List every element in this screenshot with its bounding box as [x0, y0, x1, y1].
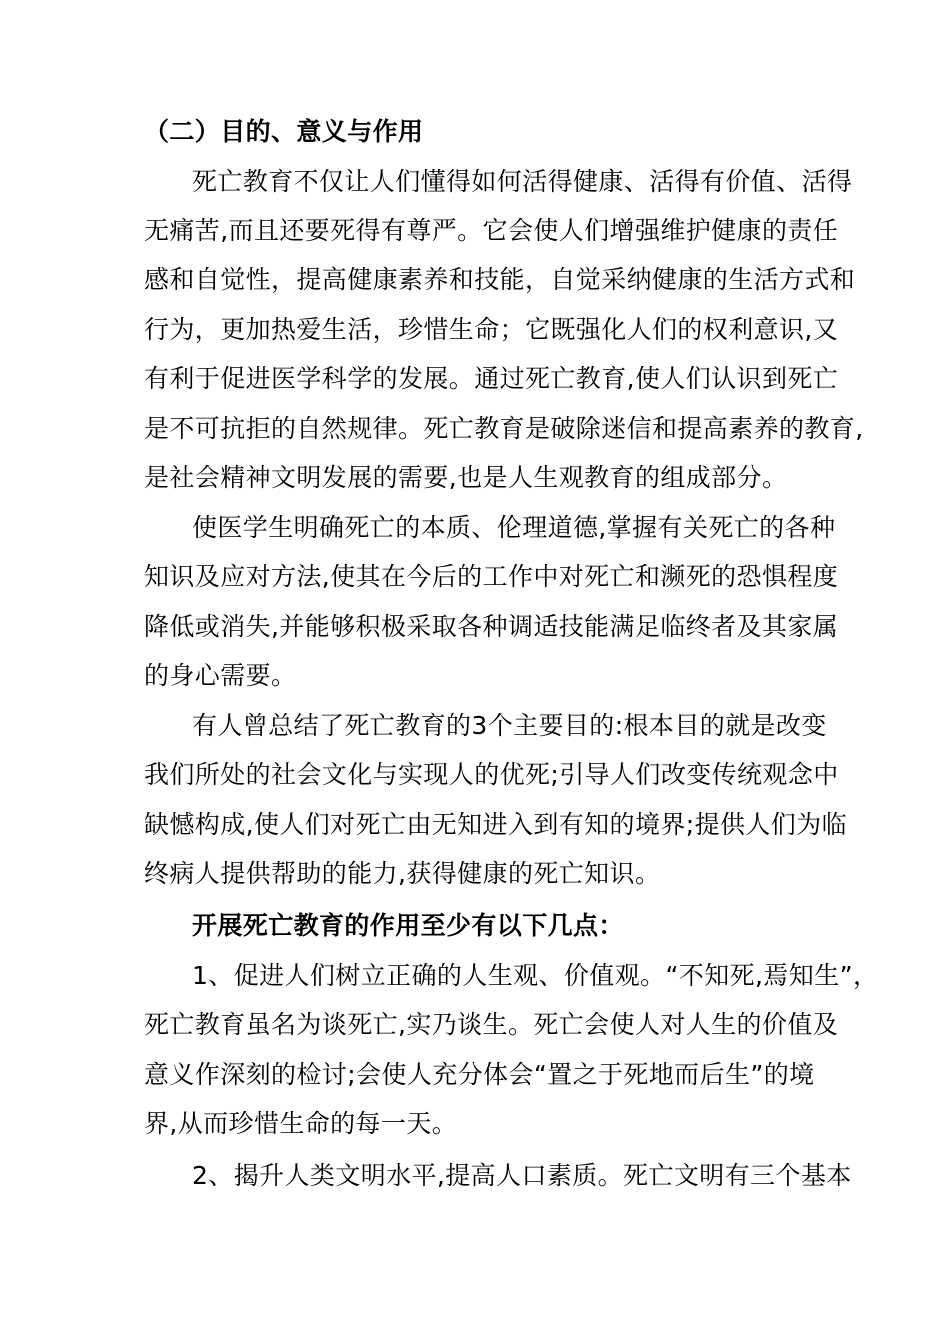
- paragraph-line: 意义作深刻的检讨;会使人充分体会“置之于死地而后生”的境: [144, 1060, 815, 1089]
- paragraph-line: 2、揭升人类文明水平,提高人口素质。死亡文明有三个基本: [192, 1161, 852, 1190]
- paragraph-line: 1、促进人们树立正确的人生观、价值观。“不知死,焉知生”，: [192, 961, 879, 990]
- paragraph-line: 有人曾总结了死亡教育的3个主要目的:根本目的就是改变: [192, 711, 827, 740]
- paragraph-line: 界,从而珍惜生命的每一天。: [144, 1109, 458, 1138]
- paragraph-line: 降低或消失,并能够积极采取各种调适技能满足临终者及其家属: [144, 612, 839, 641]
- paragraph-line: 的身心需要。: [144, 661, 297, 690]
- paragraph-line: 感和自觉性，提高健康素养和技能，自觉采纳健康的生活方式和: [144, 265, 856, 294]
- paragraph-line: 缺憾构成,使人们对死亡由无知进入到有知的境界;提供人们为临: [144, 810, 847, 839]
- paragraph-line: 终病人提供帮助的能力,获得健康的死亡知识。: [144, 859, 661, 888]
- paragraph-line: 行为，更加热爱生活，珍惜生命；它既强化人们的权利意识,又: [144, 315, 839, 344]
- paragraph-line: 是社会精神文明发展的需要,也是人生观教育的组成部分。: [144, 463, 788, 492]
- subheading-line: 开展死亡教育的作用至少有以下几点：: [192, 911, 624, 940]
- paragraph-line: 我们所处的社会文化与实现人的优死;引导人们改变传统观念中: [144, 760, 839, 789]
- paragraph-line: 知识及应对方法,使其在今后的工作中对死亡和濒死的恐惧程度: [144, 562, 839, 591]
- paragraph-line: 使医学生明确死亡的本质、伦理道德,掌握有关死亡的各种: [192, 513, 836, 542]
- paragraph-line: 有利于促进医学科学的发展。通过死亡教育,使人们认识到死亡: [144, 364, 839, 393]
- paragraph-line: 无痛苦,而且还要死得有尊严。它会使人们增强维护健康的责任: [144, 216, 839, 245]
- paragraph-line: 死亡教育虽名为谈死亡,实乃谈生。死亡会使人对人生的价值及: [144, 1010, 839, 1039]
- section-heading: （二）目的、意义与作用: [144, 117, 424, 146]
- paragraph-line: 死亡教育不仅让人们懂得如何活得健康、活得有价值、活得: [192, 167, 853, 196]
- paragraph-line: 是不可抗拒的自然规律。死亡教育是破除迷信和提高素养的教育,: [144, 414, 864, 443]
